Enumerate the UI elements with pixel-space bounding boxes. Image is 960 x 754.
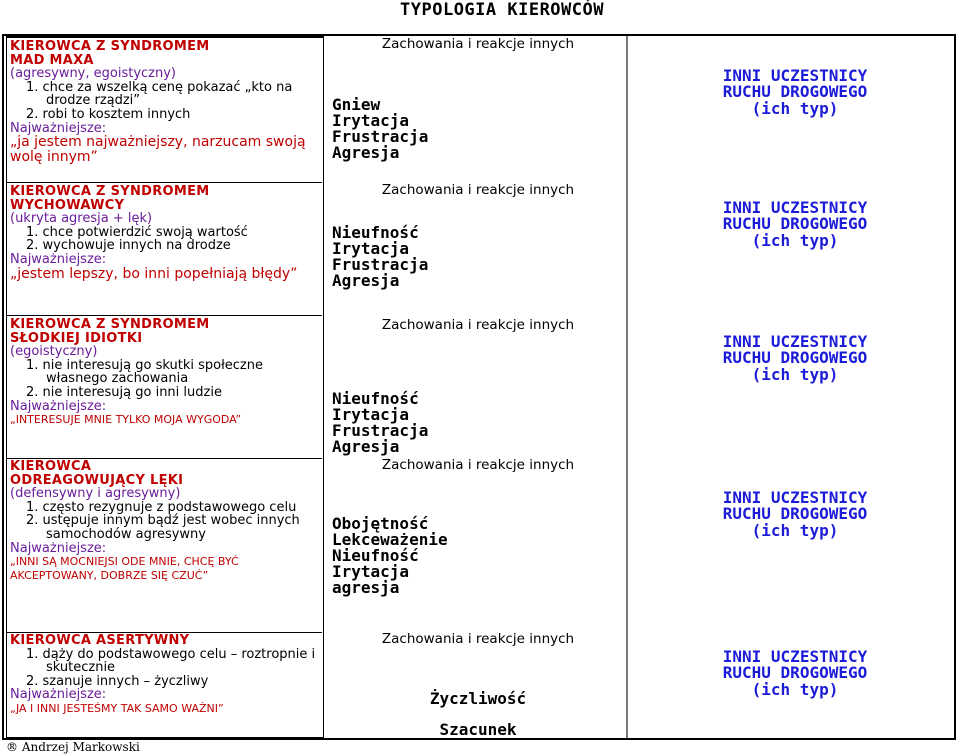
type-title-line: MAD MAXA (10, 52, 94, 68)
traits-list (10, 359, 316, 400)
driver-type-wychowawca (10, 185, 316, 282)
label-line: INNI UCZESTNICY (722, 647, 868, 666)
emotions-list (332, 516, 622, 596)
label-line: INNI UCZESTNICY (722, 66, 868, 85)
copyright-footer: ® Andrzej Markowski (6, 740, 140, 754)
type-title-line: KIEROWCA Z SYNDROMEM (10, 184, 210, 199)
traits-list (10, 226, 316, 253)
emotion: Nieufność (332, 389, 419, 408)
type-description: (egoistyczny) (10, 344, 98, 360)
list-item: 2. wychowuje innych na drodze (26, 238, 231, 254)
type-title (10, 40, 316, 67)
type-title-line: KIEROWCA ASERTYWNY (10, 633, 190, 648)
emotions-list (332, 97, 622, 161)
traits-list (10, 501, 316, 542)
label-line: (ich typ) (751, 98, 839, 118)
quote: „ja jestem najważniejszy, narzucam swoją wolę innym” (10, 134, 306, 166)
other-road-users-label (640, 649, 950, 698)
quote: „INNI SĄ MOCNIEJSI ODE MNIE, CHCĘ BYĆ AKCEPTOWANY, DOBRZE SIĘ CZUĆ” (10, 555, 239, 583)
reactions-heading: Zachowania i reakcje innych (381, 36, 575, 52)
reactions-heading: Zachowania i reakcje innych (381, 317, 575, 333)
type-description: (ukryta agresja + lęk) (10, 211, 153, 227)
label-line: (ich typ) (751, 230, 839, 250)
row-separator (6, 315, 322, 316)
label-line: INNI UCZESTNICY (722, 332, 868, 351)
list-item: 1. nie interesują go skutki społeczne własnego zachowania (26, 357, 263, 387)
type-title-line: ODREAGOWUJĄCY LĘKI (10, 472, 184, 488)
important-label: Najważniejsze: (10, 120, 107, 136)
label-line: (ich typ) (751, 364, 839, 384)
type-title-line: SŁODKIEJ IDIOTKI (10, 330, 143, 346)
type-title-line: WYCHOWAWCY (10, 197, 125, 213)
emotion: Agresja (332, 143, 400, 162)
emotion: Irytacja (332, 239, 410, 258)
type-title-line: KIEROWCA Z SYNDROMEM (10, 39, 210, 54)
emotion: Irytacja (332, 111, 410, 130)
emotion: Gniew (332, 95, 381, 114)
list-item: 2. nie interesują go inni ludzie (26, 384, 222, 400)
list-item: 2. ustępuje innym bądź jest wobec innych samochodów agresywny (26, 513, 300, 542)
label-line: RUCHU DROGOWEGO (722, 348, 868, 368)
quote: „JA I INNI JESTEŚMY TAK SAMO WAŻNI” (10, 701, 224, 715)
label-line: INNI UCZESTNICY (722, 488, 868, 507)
type-description: (agresywny, egoistyczny) (10, 66, 176, 82)
emotions-list (332, 391, 622, 455)
page-title: TYPOLOGIA KIEROWCÓW (400, 0, 604, 20)
type-title-line: KIEROWCA (10, 459, 92, 474)
other-road-users-label (640, 490, 950, 539)
important-label: Najważniejsze: (10, 540, 107, 556)
type-title (10, 185, 316, 212)
column-divider (626, 36, 628, 738)
driver-type-slodka-idiotka (10, 318, 316, 427)
important-label: Najważniejsze: (10, 398, 107, 414)
type-title (10, 634, 316, 648)
type-title (10, 318, 316, 345)
driver-type-mad-max (10, 40, 316, 165)
emotion: Frustracja (332, 255, 429, 274)
emotion: agresja (332, 578, 400, 597)
type-description: (defensywny i agresywny) (10, 486, 181, 502)
emotion: Agresja (332, 271, 400, 290)
other-road-users-label (640, 334, 950, 383)
emotion: Frustracja (332, 127, 429, 146)
emotion: Irytacja (332, 562, 410, 581)
list-item: 1. często rezygnuje z podstawowego celu (26, 499, 297, 515)
emotion: Nieufność (332, 546, 419, 565)
emotion: Agresja (332, 437, 400, 456)
list-item: 1. dąży do podstawowego celu – roztropnie i skutecznie (26, 646, 316, 676)
type-title (10, 460, 316, 487)
quote: „jestem lepszy, bo inni popełniają błędy” (10, 265, 298, 282)
emotion: Nieufność (332, 223, 419, 242)
reactions-heading: Zachowania i reakcje innych (381, 182, 575, 198)
list-item: 2. szanuje innych – życzliwy (26, 673, 209, 689)
driver-type-odreagowujacy (10, 460, 316, 583)
quote: „INTERESUJE MNIE TYLKO MOJA WYGODA” (10, 413, 242, 427)
important-label: Najważniejsze: (10, 251, 107, 267)
label-line: RUCHU DROGOWEGO (722, 214, 868, 234)
emotion: Obojętność (332, 514, 429, 533)
other-road-users-label (640, 200, 950, 249)
list-item: 1. chce za wszelką cenę pokazać „kto na drodze rządzi” (26, 79, 293, 109)
emotions-list (332, 225, 622, 289)
emotion: Lekceważenie (332, 530, 448, 549)
label-line: INNI UCZESTNICY (722, 198, 868, 217)
traits-list (10, 81, 316, 122)
traits-list (10, 648, 316, 689)
driver-type-asertywny (10, 634, 316, 716)
row-separator (6, 182, 322, 183)
emotion: Irytacja (332, 405, 410, 424)
emotion: Życzliwość (429, 689, 527, 708)
type-title-line: KIEROWCA Z SYNDROMEM (10, 317, 210, 332)
label-line: (ich typ) (751, 679, 839, 699)
important-label: Najważniejsze: (10, 687, 107, 703)
label-line: RUCHU DROGOWEGO (722, 82, 868, 102)
list-item: 2. robi to kosztem innych (26, 106, 191, 122)
label-line: (ich typ) (751, 520, 839, 540)
emotion: Frustracja (332, 421, 429, 440)
label-line: RUCHU DROGOWEGO (722, 663, 868, 683)
list-item: 1. chce potwierdzić swoją wartość (26, 224, 248, 240)
reactions-heading: Zachowania i reakcje innych (381, 631, 575, 647)
emotion: Szacunek (439, 720, 517, 739)
other-road-users-label (640, 68, 950, 117)
reactions-heading: Zachowania i reakcje innych (381, 457, 575, 473)
label-line: RUCHU DROGOWEGO (722, 504, 868, 524)
